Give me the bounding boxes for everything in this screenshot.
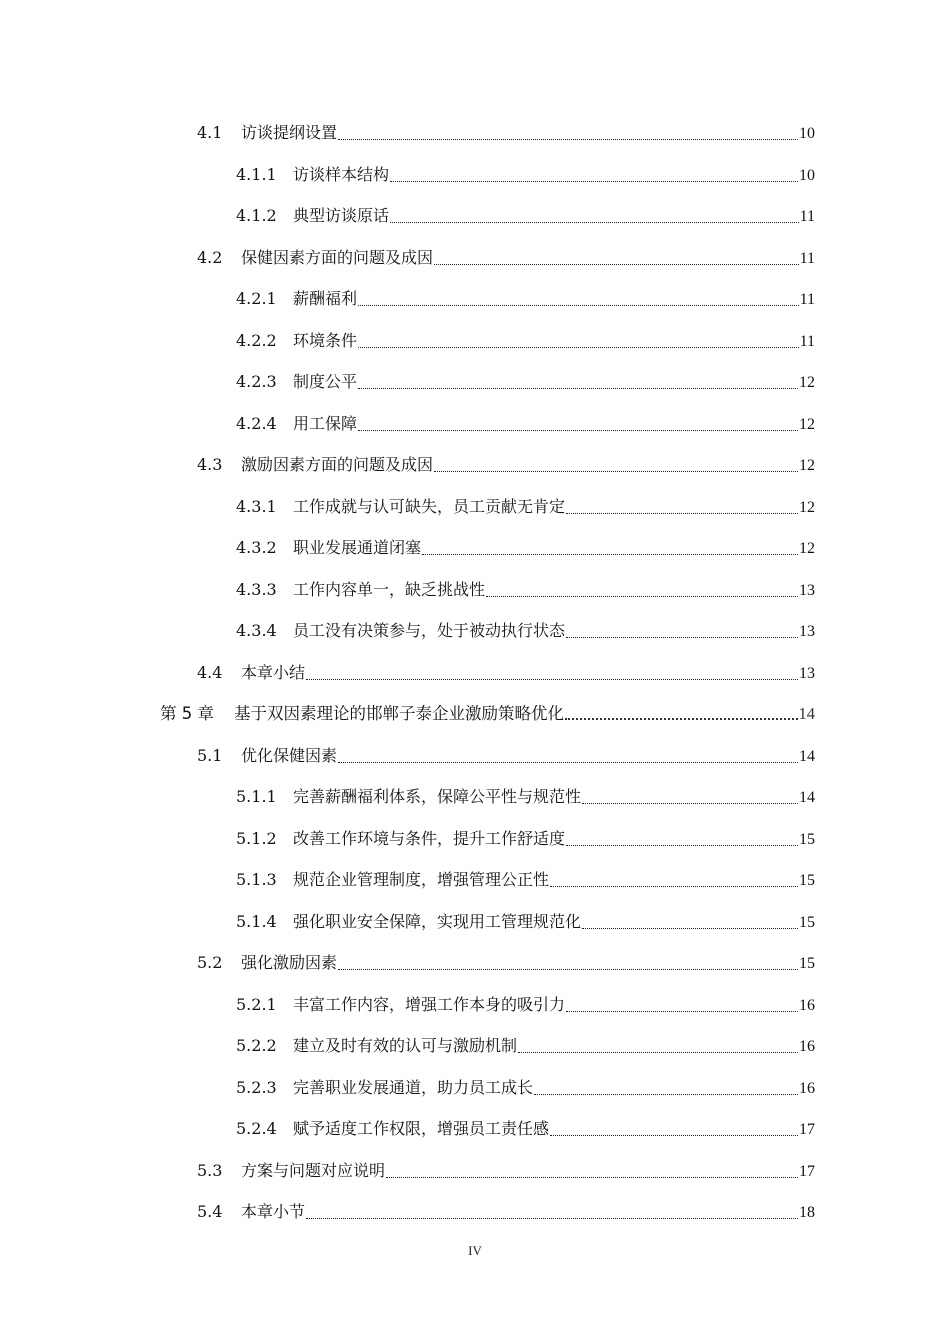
toc-entry-number: 4.3.4 bbox=[236, 621, 277, 640]
toc-entry[interactable] bbox=[197, 953, 815, 974]
toc-dot-leader bbox=[566, 513, 798, 514]
toc-entry-number: 5.1.1 bbox=[236, 787, 277, 806]
toc-entry-title: 保健因素方面的问题及成因 bbox=[241, 247, 434, 267]
toc-entry-page-number: 12 bbox=[799, 540, 815, 557]
toc-entry[interactable] bbox=[197, 123, 815, 144]
toc-entry[interactable] bbox=[236, 497, 815, 518]
toc-entry-title: 优化保健因素 bbox=[241, 745, 338, 765]
toc-entry-number: 4.3 bbox=[197, 455, 223, 474]
toc-entry-number: 4.4 bbox=[197, 662, 223, 682]
toc-entry[interactable] bbox=[236, 621, 815, 642]
toc-entry-title: 访谈样本结构 bbox=[293, 164, 390, 184]
toc-entry-page-number: 17 bbox=[799, 1162, 815, 1180]
toc-entry-title: 激励因素方面的问题及成因 bbox=[241, 455, 434, 474]
toc-dot-leader bbox=[534, 1094, 798, 1095]
toc-entry-number: 5.2 bbox=[197, 953, 223, 972]
toc-dot-leader bbox=[390, 222, 799, 223]
toc-entry-number: 5.1.4 bbox=[236, 911, 277, 931]
toc-dot-leader bbox=[306, 679, 798, 680]
toc-dot-leader bbox=[518, 1052, 798, 1053]
toc-entry-number: 4.2.1 bbox=[236, 289, 277, 308]
toc-entry-number: 5.1.2 bbox=[236, 828, 277, 848]
toc-entry-number: 4.3.2 bbox=[236, 538, 277, 557]
toc-entry[interactable] bbox=[236, 1119, 815, 1140]
toc-entry-page-number: 13 bbox=[799, 664, 815, 682]
toc-entry[interactable] bbox=[236, 1036, 815, 1057]
toc-entry-title: 完善职业发展通道，助力员工成长 bbox=[293, 1077, 534, 1097]
toc-entry-number: 5.3 bbox=[197, 1160, 223, 1180]
toc-dot-leader bbox=[550, 1135, 798, 1136]
toc-entry-page-number: 12 bbox=[799, 415, 815, 433]
toc-entry-title: 本章小节 bbox=[241, 1202, 306, 1221]
toc-entry-number: 5.2.1 bbox=[236, 994, 277, 1014]
toc-entry-number: 4.1.2 bbox=[236, 206, 277, 225]
toc-entry-page-number: 15 bbox=[799, 955, 815, 972]
toc-entry-title: 建立及时有效的认可与激励机制 bbox=[293, 1036, 518, 1055]
toc-entry-page-number: 15 bbox=[799, 872, 815, 889]
page-number-footer: IV bbox=[468, 1243, 482, 1258]
toc-entry-title: 员工没有决策参与，处于被动执行状态 bbox=[293, 621, 566, 640]
toc-chapter-entry[interactable] bbox=[160, 704, 815, 724]
toc-dot-leader bbox=[422, 554, 798, 555]
toc-entry[interactable] bbox=[236, 1078, 815, 1099]
toc-entry-page-number: 11 bbox=[799, 249, 815, 267]
toc-entry-title: 职业发展通道闭塞 bbox=[293, 538, 422, 557]
toc-entry-number: 5.2.2 bbox=[236, 1036, 277, 1055]
toc-entry-number: 4.2.4 bbox=[236, 413, 277, 433]
toc-entry[interactable] bbox=[236, 331, 815, 352]
toc-entry[interactable] bbox=[236, 912, 815, 933]
toc-entry-title: 强化激励因素 bbox=[241, 953, 338, 972]
toc-entry-title: 本章小结 bbox=[241, 662, 306, 682]
toc-entry[interactable] bbox=[236, 289, 815, 310]
toc-entry-number: 5.1 bbox=[197, 745, 223, 765]
toc-entry-title: 基于双因素理论的邯郸子泰企业激励策略优化 bbox=[234, 704, 564, 723]
toc-entry-title: 制度公平 bbox=[293, 372, 358, 391]
toc-entry[interactable] bbox=[197, 1202, 815, 1223]
toc-entry-page-number: 12 bbox=[799, 457, 815, 474]
toc-dot-leader bbox=[358, 347, 799, 348]
toc-entry-number: 4.2.2 bbox=[236, 330, 277, 350]
toc-entry-number: 5.2.3 bbox=[236, 1077, 277, 1097]
toc-entry-title: 薪酬福利 bbox=[293, 289, 358, 308]
toc-entry[interactable] bbox=[236, 787, 815, 808]
toc-entry-title: 工作内容单一，缺乏挑战性 bbox=[293, 579, 486, 599]
toc-entry-page-number: 16 bbox=[799, 1079, 815, 1097]
toc-entry-title: 访谈提纲设置 bbox=[241, 123, 338, 142]
toc-entry[interactable] bbox=[197, 663, 815, 684]
toc-dot-leader bbox=[338, 969, 798, 970]
toc-entry-page-number: 11 bbox=[799, 332, 815, 350]
toc-entry-title: 赋予适度工作权限，增强员工责任感 bbox=[293, 1119, 550, 1138]
toc-dot-leader bbox=[390, 181, 798, 182]
toc-entry[interactable] bbox=[236, 165, 815, 186]
toc-entry-page-number: 11 bbox=[799, 291, 815, 308]
toc-entry-page-number: 15 bbox=[799, 830, 815, 848]
toc-entry[interactable] bbox=[236, 206, 815, 227]
toc-dot-leader bbox=[386, 1177, 798, 1178]
toc-entry-page-number: 17 bbox=[799, 1121, 815, 1138]
toc-entry-title: 规范企业管理制度，增强管理公正性 bbox=[293, 870, 550, 889]
toc-entry[interactable] bbox=[236, 829, 815, 850]
toc-entry-number: 4.1 bbox=[197, 123, 223, 142]
toc-entry-page-number: 12 bbox=[799, 498, 815, 516]
toc-entry[interactable] bbox=[236, 995, 815, 1016]
toc-entry-number: 4.1.1 bbox=[236, 164, 277, 184]
toc-dot-leader bbox=[358, 430, 798, 431]
toc-entry-page-number: 18 bbox=[799, 1204, 815, 1221]
toc-entry-number: 5.1.3 bbox=[236, 870, 277, 889]
toc-entry-page-number: 10 bbox=[799, 125, 815, 142]
toc-entry-number: 4.2 bbox=[197, 247, 223, 267]
toc-dot-leader bbox=[582, 803, 798, 804]
toc-entry-page-number: 14 bbox=[799, 747, 815, 765]
toc-entry[interactable] bbox=[236, 372, 815, 393]
toc-entry-title: 丰富工作内容，增强工作本身的吸引力 bbox=[293, 994, 566, 1014]
toc-dot-leader bbox=[358, 388, 798, 389]
toc-entry-number: 4.2.3 bbox=[236, 372, 277, 391]
toc-dot-leader bbox=[550, 886, 798, 887]
toc-entry[interactable] bbox=[197, 248, 815, 269]
toc-dot-leader bbox=[338, 139, 798, 140]
toc-entry[interactable] bbox=[236, 870, 815, 891]
toc-entry[interactable] bbox=[236, 414, 815, 435]
toc-entry[interactable] bbox=[236, 580, 815, 601]
toc-entry-title: 方案与问题对应说明 bbox=[241, 1160, 386, 1180]
toc-dot-leader bbox=[306, 1218, 798, 1219]
toc-entry-number: 第 5 章 bbox=[160, 704, 214, 723]
toc-dot-leader bbox=[565, 718, 798, 720]
toc-dot-leader bbox=[566, 637, 798, 638]
toc-dot-leader bbox=[566, 1011, 798, 1012]
toc-entry-page-number: 10 bbox=[799, 166, 815, 184]
toc-entry-page-number: 11 bbox=[799, 208, 815, 225]
toc-dot-leader bbox=[338, 762, 798, 763]
toc-entry-number: 4.3.3 bbox=[236, 579, 277, 599]
toc-entry-page-number: 14 bbox=[799, 789, 815, 806]
toc-entry-title: 用工保障 bbox=[293, 413, 358, 433]
toc-entry-page-number: 15 bbox=[799, 913, 815, 931]
toc-entry-number: 4.3.1 bbox=[236, 496, 277, 516]
toc-entry-title: 典型访谈原话 bbox=[293, 206, 390, 225]
toc-entry-title: 工作成就与认可缺失，员工贡献无肯定 bbox=[293, 496, 566, 516]
toc-entry-page-number: 16 bbox=[799, 996, 815, 1014]
toc-entry-title: 环境条件 bbox=[293, 330, 358, 350]
toc-entry-page-number: 14 bbox=[798, 704, 815, 723]
toc-entry-page-number: 13 bbox=[799, 623, 815, 640]
toc-dot-leader bbox=[486, 596, 798, 597]
toc-entry[interactable] bbox=[197, 455, 815, 476]
toc-entry-title: 完善薪酬福利体系，保障公平性与规范性 bbox=[293, 787, 582, 806]
toc-entry-title: 改善工作环境与条件，提升工作舒适度 bbox=[293, 828, 566, 848]
toc-dot-leader bbox=[582, 928, 798, 929]
toc-entry[interactable] bbox=[197, 746, 815, 767]
toc-dot-leader bbox=[434, 471, 798, 472]
toc-entry-page-number: 16 bbox=[799, 1038, 815, 1055]
toc-entry[interactable] bbox=[236, 538, 815, 559]
toc-entry-number: 5.2.4 bbox=[236, 1119, 277, 1138]
toc-entry-page-number: 13 bbox=[799, 581, 815, 599]
toc-dot-leader bbox=[434, 264, 799, 265]
toc-dot-leader bbox=[566, 845, 798, 846]
toc-entry-title: 强化职业安全保障，实现用工管理规范化 bbox=[293, 911, 582, 931]
toc-entry[interactable] bbox=[197, 1161, 815, 1182]
toc-dot-leader bbox=[358, 305, 799, 306]
toc-entry-number: 5.4 bbox=[197, 1202, 223, 1221]
toc-entry-page-number: 12 bbox=[799, 374, 815, 391]
